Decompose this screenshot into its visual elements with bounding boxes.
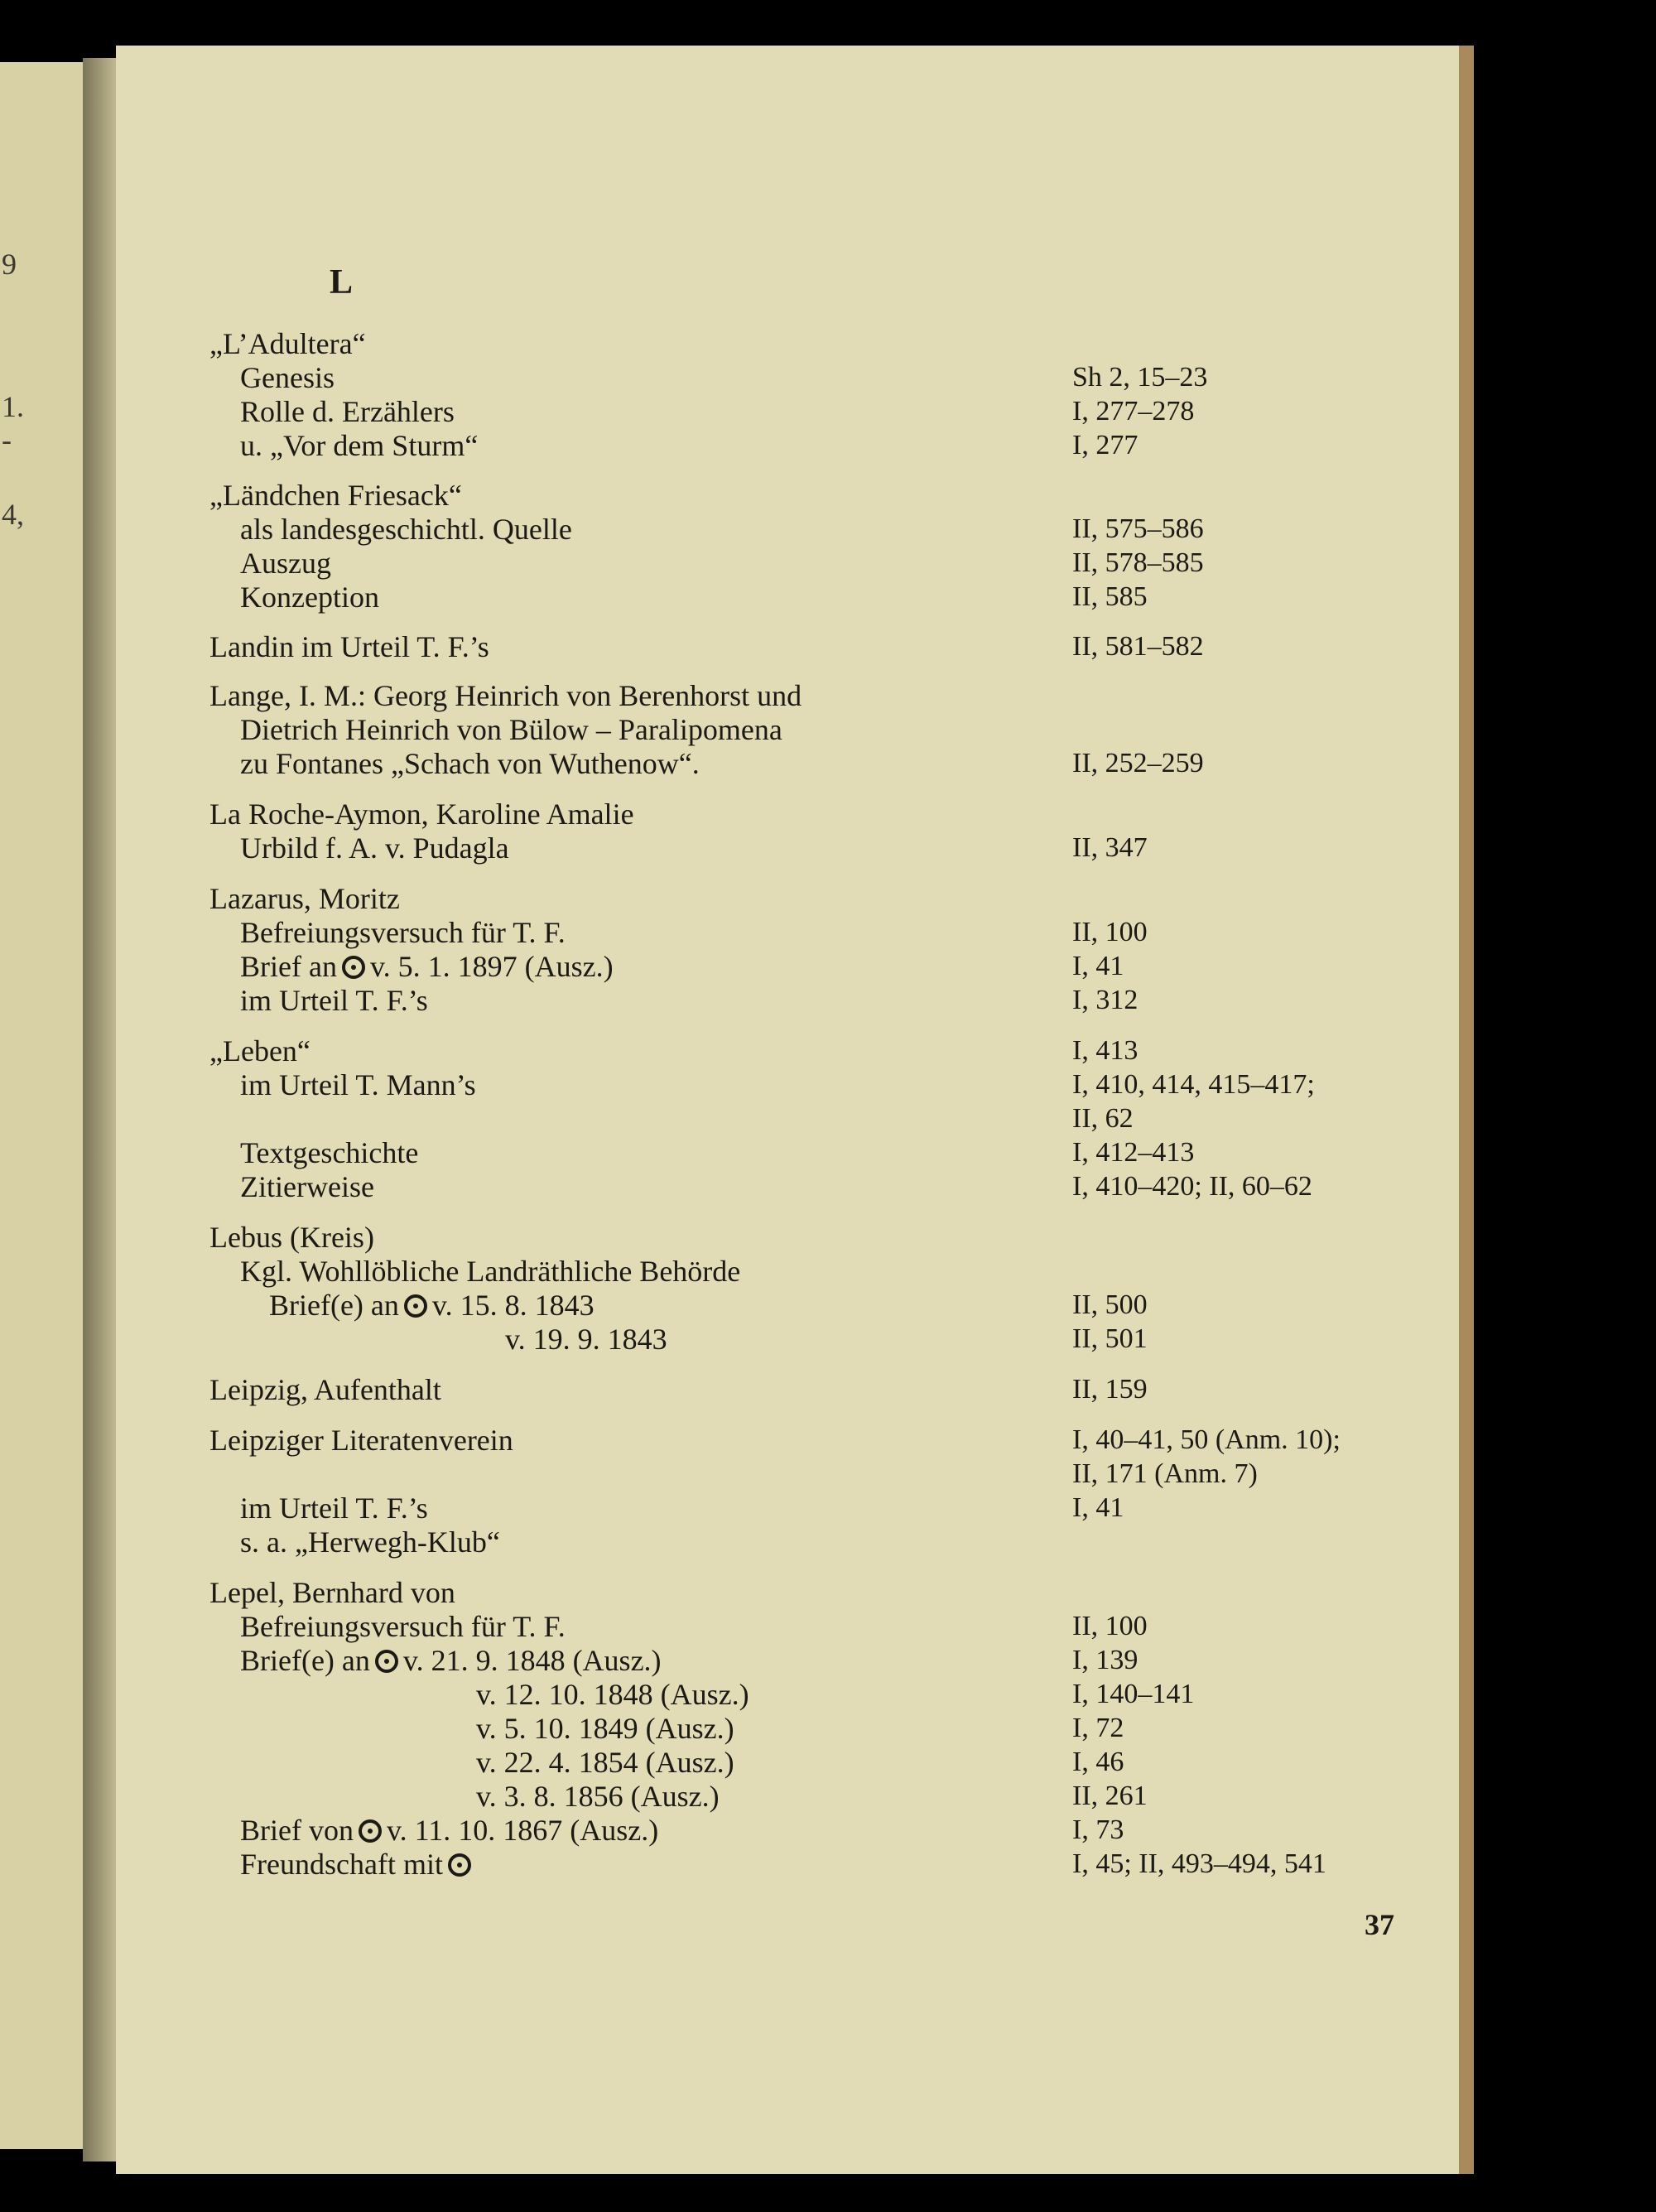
sub-entry: Auszug (240, 547, 331, 580)
page-reference: I, 410–420; II, 60–62 (1072, 1171, 1312, 1202)
letter-date: v. 5. 10. 1849 (Ausz.) (476, 1712, 734, 1745)
letter-date: v. 3. 8. 1856 (Ausz.) (476, 1780, 720, 1813)
page-reference: II, 62 (1072, 1103, 1134, 1134)
page-reference: II, 347 (1072, 832, 1148, 863)
page-reference: I, 45; II, 493–494, 541 (1072, 1848, 1326, 1879)
sub-entry: Genesis (240, 361, 335, 394)
letter-date: v. 11. 10. 1867 (Ausz.) (386, 1814, 659, 1847)
page-reference: I, 410, 414, 415–417; (1072, 1069, 1315, 1100)
sub-entry (240, 1814, 658, 1848)
entry-heading: „L’Adultera“ (209, 327, 366, 360)
page-reference: I, 72 (1072, 1713, 1124, 1743)
sub-entry-label: Freundschaft mit (240, 1848, 443, 1881)
sub-entry: zu Fontanes „Schach von Wuthenow“. (240, 747, 700, 780)
page-reference: II, 578–585 (1072, 547, 1204, 578)
sub-entry: im Urteil T. Mann’s (240, 1068, 476, 1101)
letter-date: v. 19. 9. 1843 (505, 1323, 667, 1356)
sub-entry: Befreiungsversuch für T. F. (240, 916, 566, 949)
page-reference: I, 412–413 (1072, 1137, 1195, 1168)
page-reference: I, 413 (1072, 1035, 1138, 1066)
page-reference: II, 252–259 (1072, 748, 1204, 778)
sub-entry (269, 1289, 595, 1323)
page-reference: II, 585 (1072, 581, 1148, 612)
sub-entry (240, 950, 614, 984)
sub-entry (240, 1644, 662, 1678)
sun-symbol-icon (375, 1650, 398, 1673)
page-reference: II, 171 (Anm. 7) (1072, 1458, 1258, 1489)
page-number: 37 (1365, 1908, 1394, 1941)
page-reference: II, 100 (1072, 1611, 1148, 1641)
page-reference: I, 41 (1072, 951, 1124, 981)
page-reference: Sh 2, 15–23 (1072, 362, 1208, 393)
page-reference: II, 501 (1072, 1323, 1148, 1354)
margin-fragment: 9 (2, 248, 17, 281)
letter-date: v. 5. 1. 1897 (Ausz.) (369, 950, 614, 983)
sub-entry: Befreiungsversuch für T. F. (240, 1610, 566, 1643)
sub-entry (240, 1848, 476, 1882)
page-reference: I, 139 (1072, 1645, 1138, 1675)
entry-heading: Lepel, Bernhard von (209, 1576, 455, 1609)
sub-entry: Dietrich Heinrich von Bülow – Paralipomena (240, 713, 782, 746)
entry-heading: Landin im Urteil T. F.’s (209, 630, 489, 663)
entry-heading: Leipziger Literatenverein (209, 1424, 513, 1457)
letter-date: v. 22. 4. 1854 (Ausz.) (476, 1746, 734, 1779)
page-reference: I, 46 (1072, 1747, 1124, 1777)
sub-entry: im Urteil T. F.’s (240, 984, 428, 1017)
letter-date: v. 21. 9. 1848 (Ausz.) (402, 1644, 662, 1677)
page-reference: I, 277 (1072, 430, 1138, 460)
sun-symbol-icon (342, 956, 365, 979)
page-reference: I, 140–141 (1072, 1679, 1195, 1709)
entry-heading: Lazarus, Moritz (209, 882, 400, 915)
sub-entry: Urbild f. A. v. Pudagla (240, 831, 509, 865)
letter-date: v. 12. 10. 1848 (Ausz.) (476, 1678, 749, 1711)
sub-entry: im Urteil T. F.’s (240, 1492, 428, 1525)
page-reference: I, 41 (1072, 1492, 1124, 1523)
page-reference: I, 40–41, 50 (Anm. 10); (1072, 1424, 1341, 1455)
page-reference: I, 312 (1072, 985, 1138, 1015)
entry-heading: Lange, I. M.: Georg Heinrich von Berenhorst und (209, 679, 802, 712)
sun-symbol-icon (448, 1853, 471, 1877)
sub-entry: Konzeption (240, 581, 379, 614)
sub-entry-label: Brief an (240, 950, 337, 983)
sub-entry-label: Brief von (240, 1814, 354, 1847)
page-reference: II, 100 (1072, 917, 1148, 947)
sub-entry: Kgl. Wohllöbliche Landräthliche Behörde (240, 1255, 741, 1288)
sun-symbol-icon (404, 1294, 427, 1318)
section-letter: L (330, 263, 354, 301)
page-reference: I, 73 (1072, 1814, 1124, 1845)
page-reference: II, 159 (1072, 1374, 1148, 1405)
page-reference: I, 277–278 (1072, 396, 1195, 426)
entry-heading: La Roche-Aymon, Karoline Amalie (209, 798, 634, 831)
entry-heading: „Leben“ (209, 1034, 310, 1067)
sub-entry-label: Brief(e) an (269, 1289, 399, 1322)
page-reference: II, 581–582 (1072, 631, 1204, 662)
sub-entry: s. a. „Herwegh-Klub“ (240, 1525, 500, 1559)
entry-heading: „Ländchen Friesack“ (209, 479, 462, 512)
entry-heading: Leipzig, Aufenthalt (209, 1373, 441, 1406)
page-reference: II, 575–586 (1072, 513, 1204, 544)
sub-entry: Textgeschichte (240, 1136, 419, 1169)
margin-fragment: 4, (2, 498, 24, 531)
sub-entry: als landesgeschichtl. Quelle (240, 513, 572, 546)
letter-date: v. 15. 8. 1843 (431, 1289, 595, 1322)
sub-entry-label: Brief(e) an (240, 1644, 370, 1677)
sub-entry: Rolle d. Erzählers (240, 395, 455, 428)
page-reference: II, 500 (1072, 1289, 1148, 1320)
margin-fragment: - (2, 423, 12, 456)
page-reference: II, 261 (1072, 1781, 1148, 1811)
index-page (116, 46, 1474, 2174)
sub-entry: Zitierweise (240, 1170, 374, 1203)
sun-symbol-icon (359, 1819, 382, 1843)
entry-heading: Lebus (Kreis) (209, 1221, 374, 1254)
sub-entry: u. „Vor dem Sturm“ (240, 429, 479, 462)
margin-fragment: 1. (2, 390, 24, 423)
